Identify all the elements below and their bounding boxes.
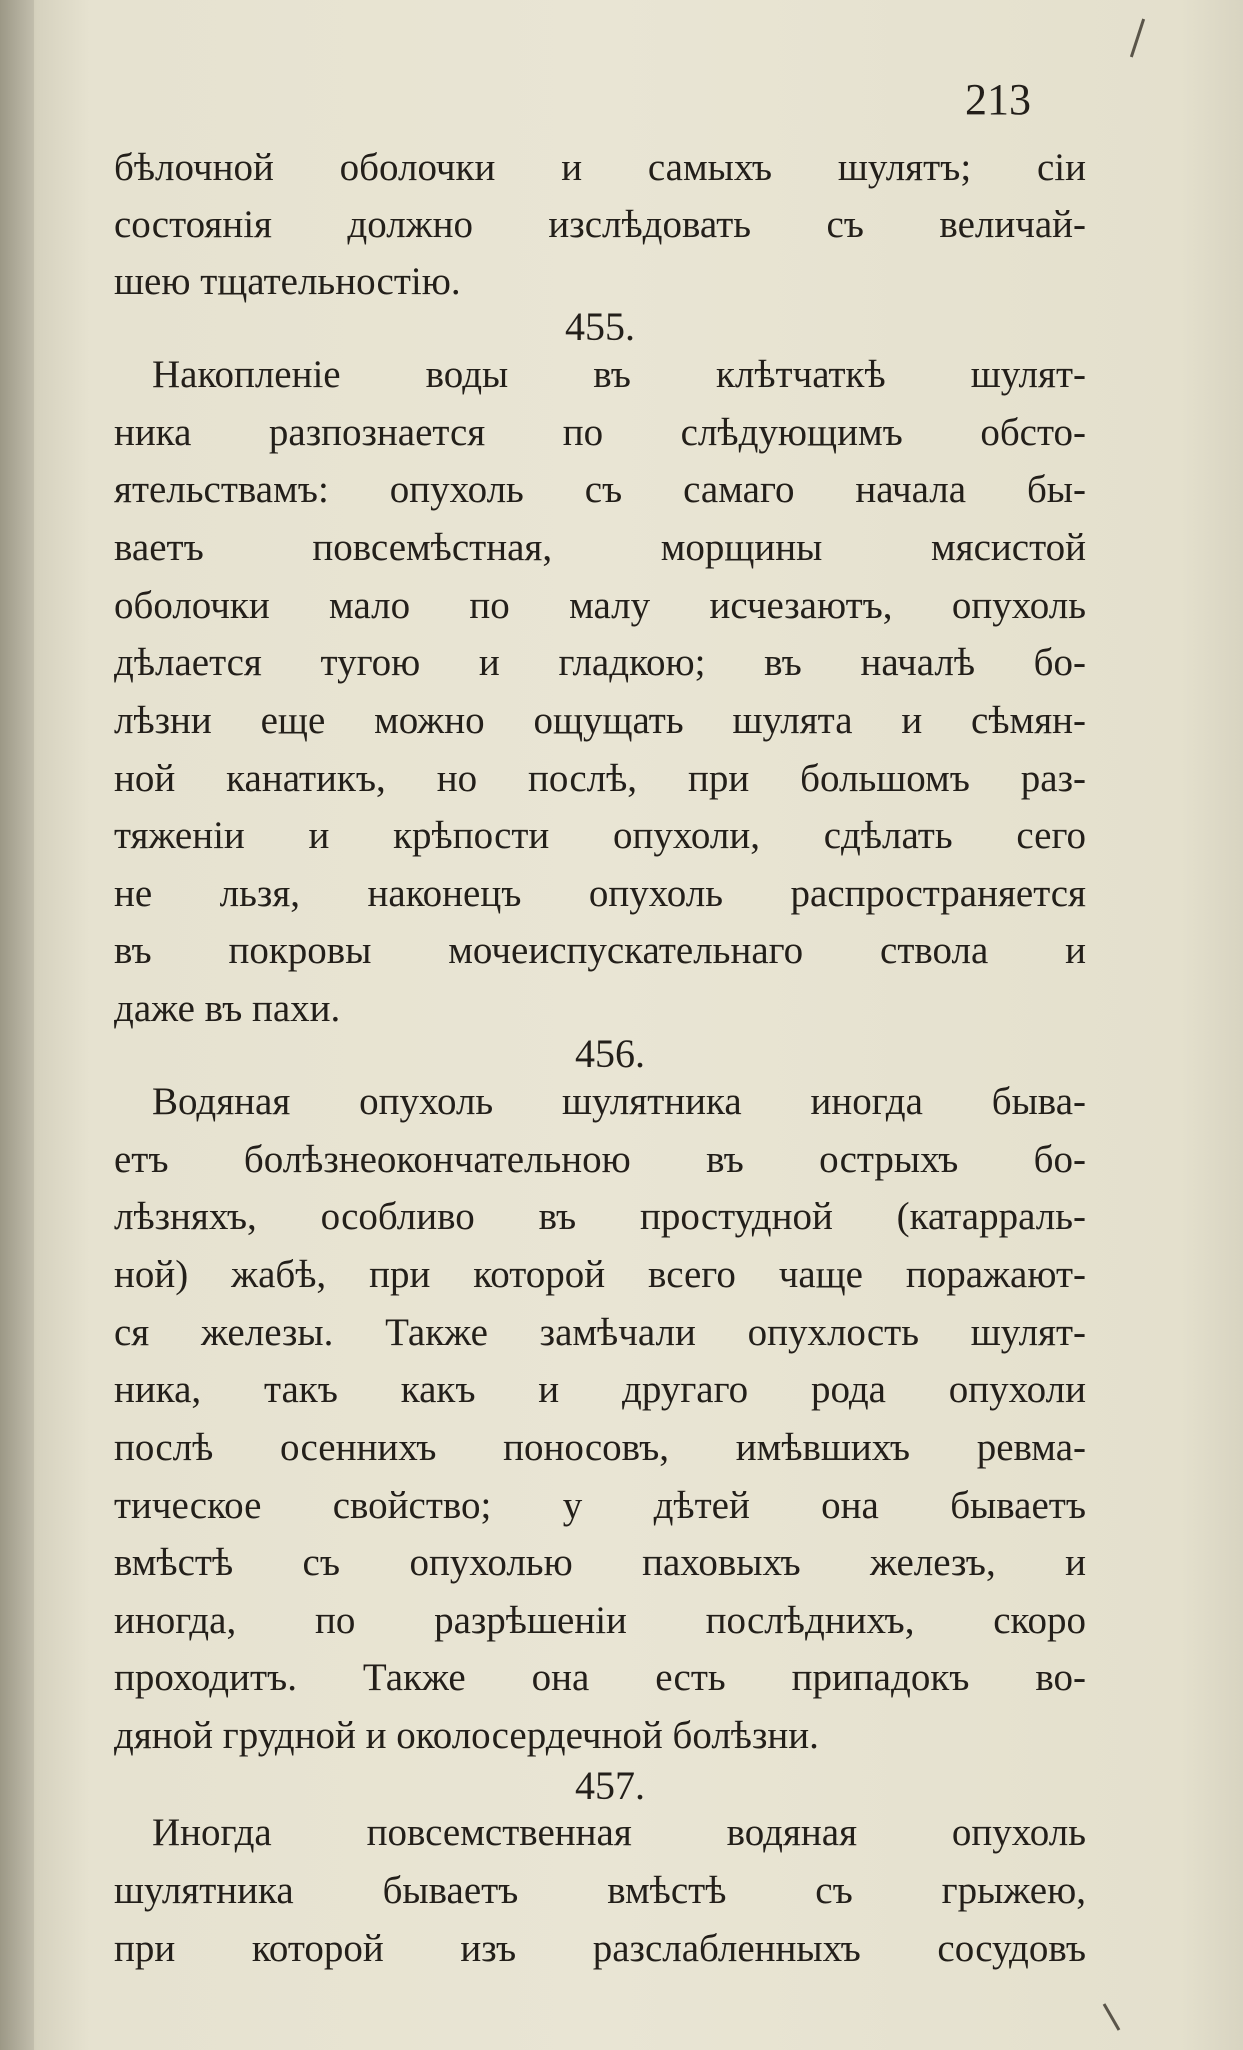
text-line: оболочки мало по малу исчезаютъ, опухоль [114,584,1086,627]
page-number: 213 [965,75,1031,124]
text-line: ятельствамъ: опухоль съ самаго начала бы- [114,468,1086,511]
text-line: не льзя, наконецъ опухоль распространяется [114,872,1086,915]
text-line: ника разпознается по слѣдующимъ обсто- [114,411,1086,454]
text-line: тяженіи и крѣпости опухоли, сдѣлать сего [114,814,1086,857]
text-line: состоянія должно изслѣдовать съ величай- [114,203,1086,246]
text-line: Водяная опухоль шулятника иногда быва- [152,1080,1086,1123]
text-line: дѣлается тугою и гладкою; въ началѣ бо- [114,641,1086,684]
pen-mark [1130,19,1145,58]
section-number: 455. [565,304,635,349]
text-line: ся железы. Также замѣчали опухлость шулят- [114,1311,1086,1354]
text-line: послѣ осеннихъ поносовъ, имѣвшихъ ревма- [114,1426,1086,1469]
text-line: шулятника бываетъ вмѣстѣ съ грыжею, [114,1869,1086,1912]
pen-mark [1103,2003,1121,2030]
text-line: въ покровы мочеиспускательнаго ствола и [114,929,1086,972]
text-line: вмѣстѣ съ опухолью паховыхъ железъ, и [114,1541,1086,1584]
text-line: дяной грудной и околосердечной болѣзни. [114,1714,819,1757]
text-line: тическое свойство; у дѣтей она бываетъ [114,1484,1086,1527]
text-line: Иногда повсемственная водяная опухоль [152,1811,1086,1854]
text-line: ваетъ повсемѣстная, морщины мясистой [114,526,1086,569]
page-gutter [0,0,34,2050]
text-line: ника, такъ какъ и другаго рода опухоли [114,1368,1086,1411]
text-line: бѣлочной оболочки и самыхъ шулятъ; сіи [114,146,1086,189]
text-line: шею тщательностію. [114,260,461,303]
text-line: ной канатикъ, но послѣ, при большомъ раз- [114,757,1086,800]
text-line: Накопленіе воды въ клѣтчаткѣ шулят- [152,353,1086,396]
text-line: етъ болѣзнеокончательною въ острыхъ бо- [114,1138,1086,1181]
text-line: даже въ пахи. [114,987,341,1030]
text-line: ной) жабѣ, при которой всего чаще поражают- [114,1253,1086,1296]
section-number: 457. [575,1763,645,1808]
text-line: лѣзняхъ, особливо въ простудной (катарраль- [114,1195,1086,1238]
section-number: 456. [575,1031,645,1076]
text-line: при которой изъ разслабленныхъ сосудовъ [114,1927,1086,1970]
text-line: иногда, по разрѣшеніи послѣднихъ, скоро [114,1599,1086,1642]
text-line: проходитъ. Также она есть припадокъ во- [114,1656,1086,1699]
text-line: лѣзни еще можно ощущать шулята и сѣмян- [114,699,1086,742]
